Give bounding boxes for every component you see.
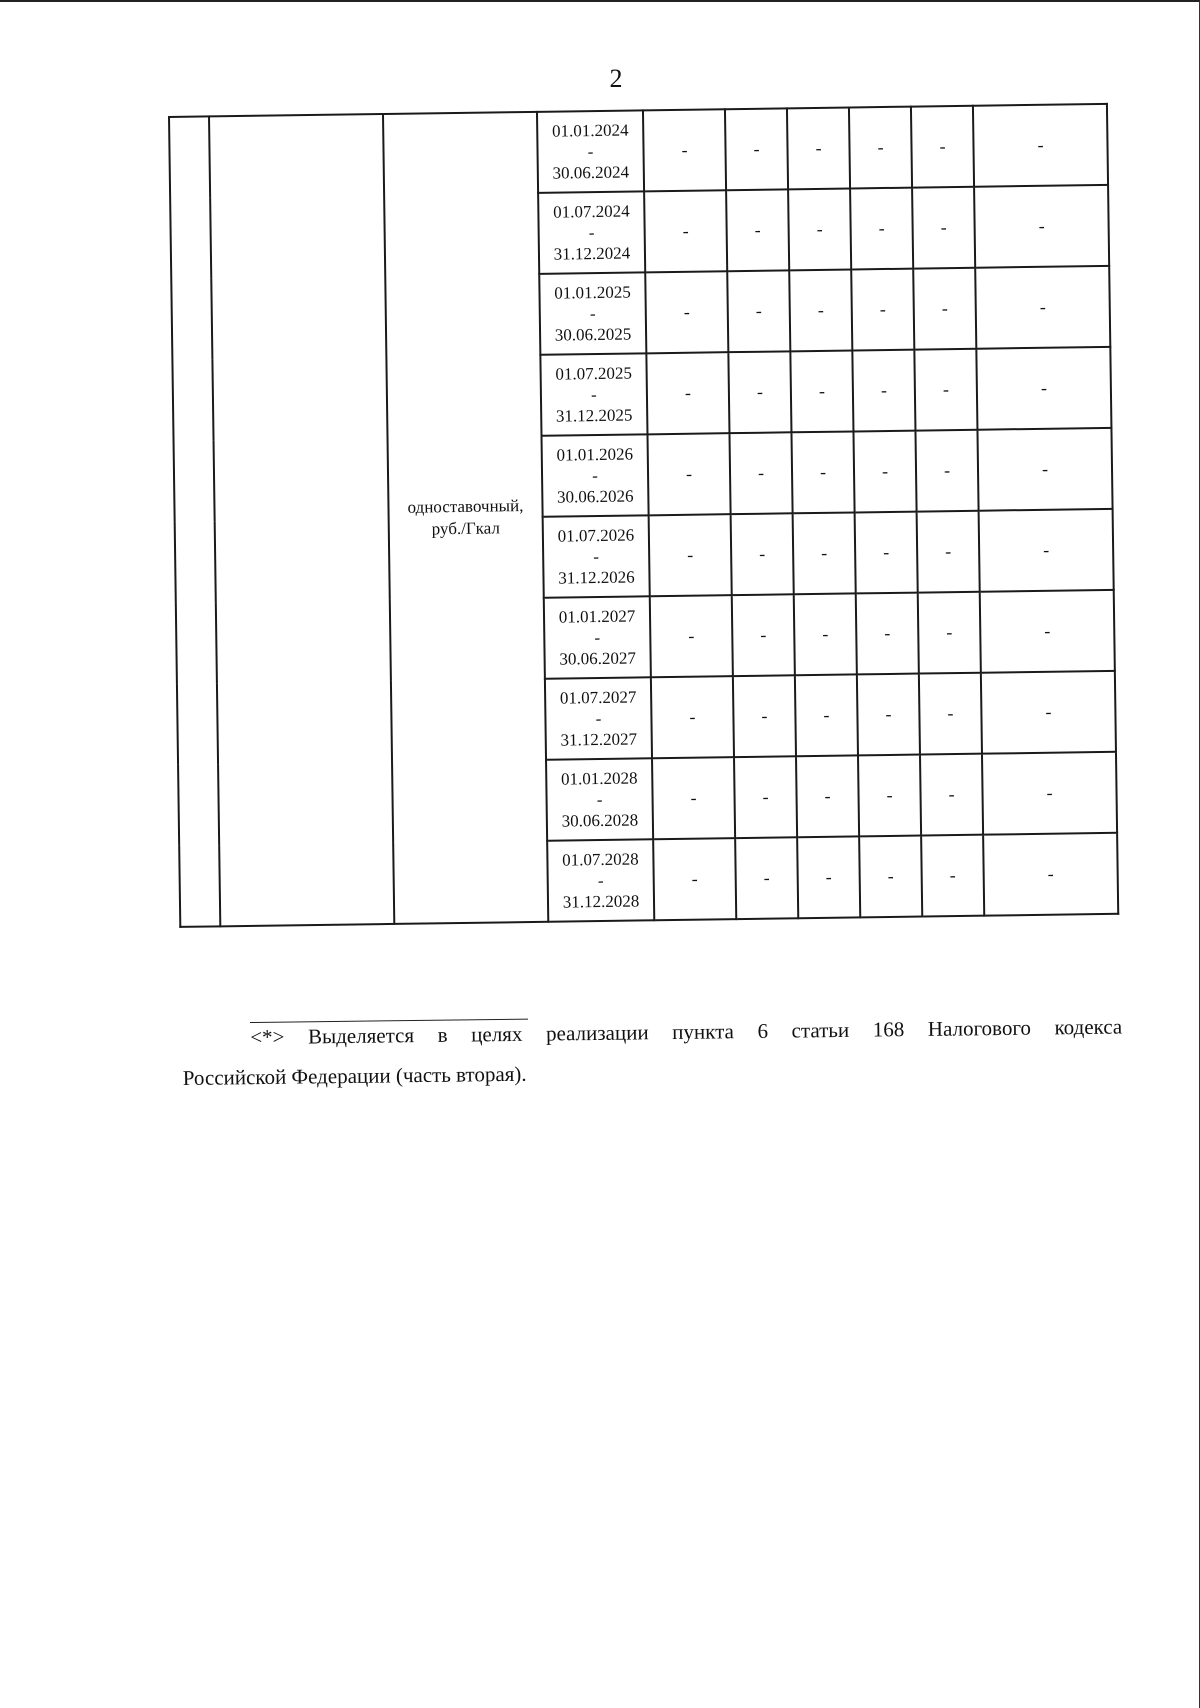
value-cell: - — [733, 675, 796, 757]
value-cell: - — [788, 188, 851, 270]
value-cell: - — [735, 837, 798, 919]
value-cell: - — [645, 271, 728, 353]
value-cell: - — [980, 590, 1115, 673]
period-separator: - — [595, 708, 602, 728]
value-cell: - — [793, 512, 856, 594]
period-cell — [547, 839, 654, 921]
period-end: 30.06.2027 — [559, 648, 636, 669]
period-end: 30.06.2028 — [561, 810, 639, 831]
period-start: 01.01.2026 — [556, 444, 634, 465]
period-cell — [540, 353, 647, 435]
value-cell: - — [790, 350, 853, 432]
tariff-table-body — [169, 104, 1118, 927]
period-start: 01.07.2028 — [562, 849, 639, 870]
value-cell: - — [647, 433, 730, 515]
value-cell: - — [919, 673, 982, 755]
value-cell: - — [849, 107, 912, 189]
period-end: 31.12.2027 — [560, 729, 638, 750]
page-number: 2 — [609, 64, 623, 93]
period-end: 30.06.2025 — [554, 324, 632, 345]
value-cell: - — [731, 513, 794, 595]
value-cell: - — [646, 352, 729, 434]
value-cell: - — [911, 106, 974, 188]
period-start: 01.01.2028 — [560, 768, 638, 789]
period-cell — [544, 596, 651, 678]
period-start: 01.01.2024 — [551, 120, 629, 141]
value-cell: - — [787, 107, 850, 189]
period-cell — [537, 110, 644, 192]
period-end: 30.06.2026 — [556, 486, 634, 507]
value-cell: - — [851, 269, 914, 351]
value-cell: - — [643, 109, 726, 191]
value-cell: - — [789, 269, 852, 351]
value-cell: - — [915, 430, 978, 512]
period-end: 31.12.2026 — [558, 567, 635, 588]
value-cell: - — [858, 755, 921, 837]
period-separator: - — [592, 465, 599, 485]
value-cell: - — [725, 108, 788, 190]
value-cell: - — [728, 351, 791, 433]
value-cell: - — [653, 838, 736, 920]
value-cell: - — [853, 431, 916, 513]
value-cell: - — [726, 189, 789, 271]
period-separator: - — [587, 141, 594, 161]
tariff-table-container — [168, 103, 1119, 928]
period-separator: - — [590, 384, 597, 404]
tariff-type-cell — [383, 112, 548, 924]
period-separator: - — [593, 546, 600, 566]
footnote-line-2: Российской Федерации (часть вторая). — [182, 1061, 527, 1090]
value-cell: - — [981, 671, 1116, 754]
value-cell: - — [729, 432, 792, 514]
value-cell: - — [982, 752, 1117, 835]
value-cell: - — [979, 509, 1114, 592]
period-start: 01.07.2027 — [559, 687, 637, 708]
value-cell: - — [920, 754, 983, 836]
value-cell: - — [976, 347, 1111, 430]
period-start: 01.07.2025 — [555, 363, 633, 384]
period-separator: - — [597, 870, 604, 890]
period-cell — [543, 515, 650, 597]
value-cell: - — [650, 595, 733, 677]
period-separator: - — [596, 789, 603, 809]
value-cell: - — [977, 428, 1112, 511]
value-cell: - — [975, 266, 1110, 349]
period-cell — [545, 677, 652, 759]
value-cell: - — [855, 512, 918, 594]
value-cell: - — [852, 350, 915, 432]
period-cell — [539, 272, 646, 354]
tariff-type-label: одноставочный, руб./Гкал — [407, 496, 524, 539]
period-start: 01.07.2024 — [552, 201, 630, 222]
value-cell: - — [921, 835, 984, 917]
value-cell: - — [727, 270, 790, 352]
footnote — [182, 1007, 1123, 1098]
value-cell: - — [795, 674, 858, 756]
organization-cell — [209, 114, 394, 926]
period-end: 31.12.2025 — [555, 405, 633, 426]
value-cell: - — [850, 188, 913, 270]
period-start: 01.01.2027 — [558, 606, 636, 627]
period-cell — [538, 191, 645, 273]
value-cell: - — [791, 431, 854, 513]
value-cell: - — [797, 836, 860, 918]
value-cell: - — [917, 511, 980, 593]
value-cell: - — [912, 187, 975, 269]
value-cell: - — [914, 349, 977, 431]
value-cell: - — [651, 676, 734, 758]
value-cell: - — [856, 593, 919, 675]
period-separator: - — [588, 222, 595, 242]
period-end: 31.12.2028 — [562, 890, 640, 912]
value-cell: - — [732, 594, 795, 676]
value-cell: - — [974, 185, 1109, 268]
period-end: 30.06.2024 — [552, 162, 630, 183]
value-cell: - — [913, 268, 976, 350]
period-start: 01.01.2025 — [554, 282, 631, 303]
period-cell — [542, 434, 649, 516]
period-cell — [546, 758, 653, 840]
value-cell: - — [794, 593, 857, 675]
period-start: 01.07.2026 — [557, 525, 635, 546]
tariff-table — [168, 103, 1119, 928]
period-row — [169, 104, 1108, 198]
value-cell: - — [644, 190, 727, 272]
value-cell: - — [652, 757, 735, 839]
period-end: 31.12.2024 — [553, 243, 631, 264]
period-separator: - — [594, 627, 601, 647]
period-separator: - — [589, 303, 596, 323]
value-cell: - — [983, 833, 1118, 916]
value-cell: - — [734, 756, 797, 838]
value-cell: - — [796, 755, 859, 837]
value-cell: - — [918, 592, 981, 674]
value-cell: - — [649, 514, 732, 596]
footnote-line-1: <*> Выделяется в целях реализации пункта 6 статьи 168 Налогового кодекса — [250, 1014, 1123, 1050]
value-cell: - — [857, 674, 920, 756]
value-cell: - — [859, 836, 922, 918]
value-cell: - — [973, 104, 1108, 187]
